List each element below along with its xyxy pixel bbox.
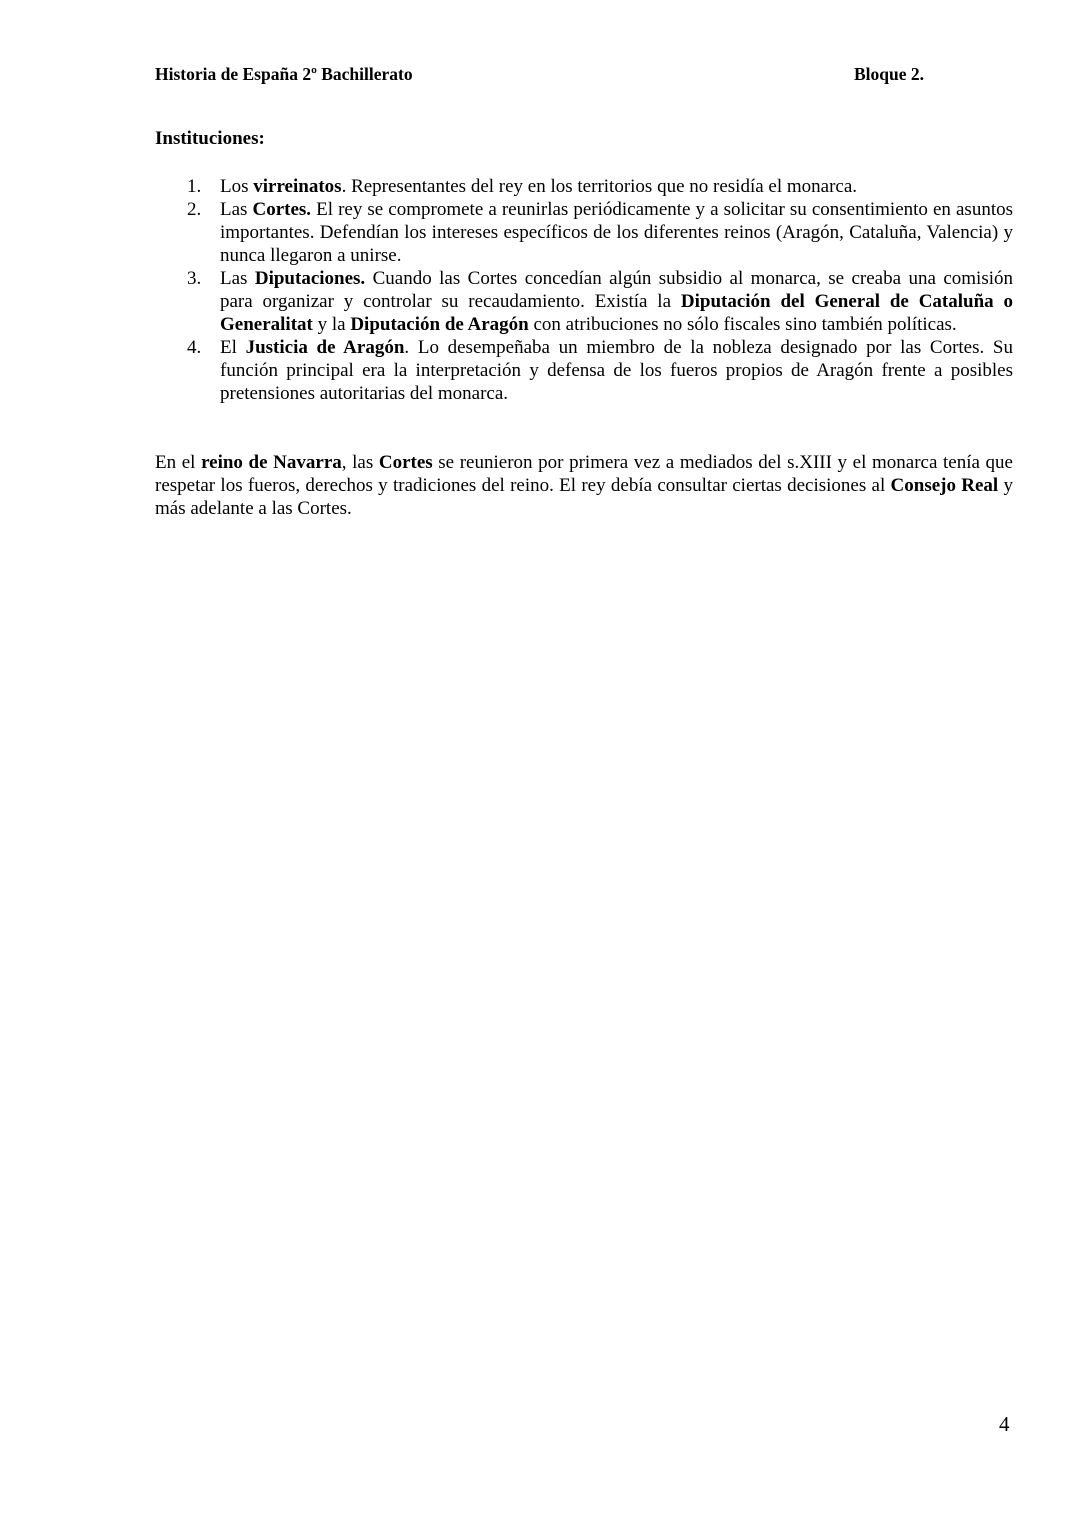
list-item-term: Diputaciones. <box>254 268 366 289</box>
list-item-number: 3. <box>187 268 202 289</box>
paragraph-text: se reunieron por primera vez a mediados del s.XIII y el monarca tenía que respetar los fueros, derechos y tradiciones del reino. El rey debía consultar ciertas decisiones al <box>155 452 1013 496</box>
list-item-text: Las <box>220 268 255 289</box>
header-title: Historia de España 2º Bachillerato <box>155 64 413 84</box>
list-item <box>155 198 1013 267</box>
list-item-text: . Lo desempeñaba un miembro de la nobleza designado por las Cortes. Su función principal era la interpretación y defensa de los fueros propios de Aragón frente a posibles pretensiones autoritarias del monarca. <box>220 337 1014 404</box>
list-item <box>155 336 1013 405</box>
list-item-text: Cuando las Cortes concedían algún subsidio al monarca, se creaba una comisión para organizar y controlar su recaudamiento. Existía la <box>220 268 1013 312</box>
list-item-text: Los <box>220 176 254 197</box>
list-item-text: y la <box>312 314 351 335</box>
list-item-number: 2. <box>187 199 202 220</box>
list-item-text: con atribuciones no sólo fiscales sino también políticas. <box>528 314 957 335</box>
header-block-label: Bloque 2. <box>854 64 925 84</box>
list-item-number: 4. <box>187 337 202 358</box>
paragraph-text: , las <box>341 452 379 473</box>
paragraph-term: Cortes <box>378 452 433 473</box>
list-item-text: Las <box>220 199 253 220</box>
paragraph-text: En el <box>155 452 202 473</box>
paragraph-term: reino de Navarra <box>201 452 342 473</box>
list-item <box>155 267 1013 336</box>
list-item-text: . Representantes del rey en los territorios que no residía el monarca. <box>341 176 858 197</box>
institutions-list <box>155 175 1013 405</box>
list-item-term: Cortes. <box>252 199 312 220</box>
list-item-term: virreinatos <box>253 176 342 197</box>
list-item-number: 1. <box>187 176 202 197</box>
list-item-term: Diputación del General de Cataluña o Generalitat <box>220 291 1013 335</box>
section-title: Instituciones: <box>155 128 265 149</box>
paragraph-text: y más adelante a las Cortes. <box>155 475 1014 519</box>
list-item <box>155 175 1013 198</box>
paragraph-term: Consejo Real <box>890 475 999 496</box>
list-item-text: El <box>220 337 246 358</box>
list-item-term: Diputación de Aragón <box>350 314 529 335</box>
list-item-text: El rey se compromete a reunirlas periódicamente y a solicitar su consentimiento en asuntos importantes. Defendían los intereses específicos de los diferentes reinos (Aragón, Cataluña, Valencia) y nunca llegaron a unirse. <box>220 199 1013 266</box>
navarra-paragraph <box>155 451 1013 520</box>
list-item-term: Justicia de Aragón <box>245 337 405 358</box>
page-number: 4 <box>999 1412 1010 1436</box>
